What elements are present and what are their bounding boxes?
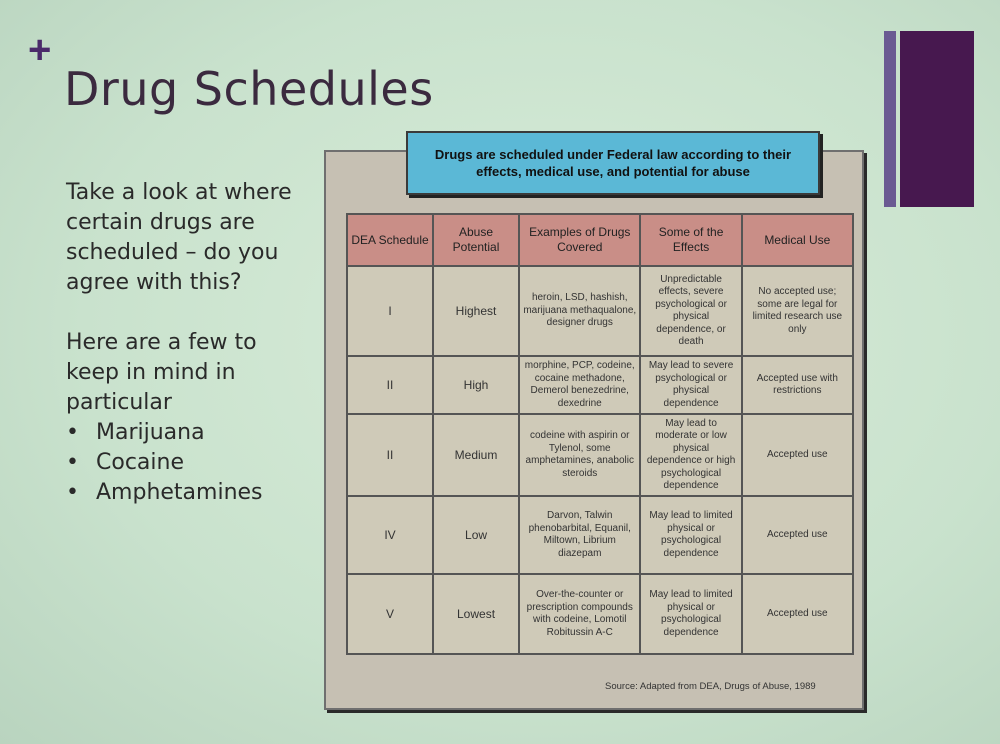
cell-medical: No accepted use; some are legal for limited research use only (742, 266, 853, 356)
cell-examples: heroin, LSD, hashish, marijuana methaqualone, designer drugs (519, 266, 640, 356)
cell-schedule: I (347, 266, 433, 356)
cell-examples: codeine with aspirin or Tylenol, some amphetamines, anabolic steroids (519, 414, 640, 496)
header-effects: Some of the Effects (640, 214, 741, 266)
accent-bar-thin (884, 31, 896, 207)
slide-title: Drug Schedules (64, 62, 434, 116)
cell-examples: morphine, PCP, codeine, cocaine methadone, Demerol benezedrine, dexedrine (519, 356, 640, 414)
bullet-item: • Marijuana (66, 418, 306, 448)
cell-schedule: V (347, 574, 433, 654)
figure-banner: Drugs are scheduled under Federal law according to their effects, medical use, and potential for abuse (406, 131, 820, 195)
cell-abuse: Low (433, 496, 519, 574)
cell-effects: May lead to moderate or low physical dependence or high psychological dependence (640, 414, 741, 496)
table-row (347, 414, 853, 496)
cell-examples: Darvon, Talwin phenobarbital, Equanil, Miltown, Librium diazepam (519, 496, 640, 574)
bullet-item: • Cocaine (66, 448, 306, 478)
cell-effects: Unpredictable effects, severe psychological or physical dependence, or death (640, 266, 741, 356)
cell-medical: Accepted use (742, 496, 853, 574)
table-row (347, 356, 853, 414)
header-medical: Medical Use (742, 214, 853, 266)
left-text-block (66, 178, 306, 508)
intro-text: Take a look at where certain drugs are scheduled – do you agree with this? (66, 180, 292, 295)
header-abuse: Abuse Potential (433, 214, 519, 266)
drug-schedule-table (346, 213, 854, 655)
table-row (347, 496, 853, 574)
cell-abuse: Lowest (433, 574, 519, 654)
cell-abuse: Medium (433, 414, 519, 496)
table-row (347, 574, 853, 654)
cell-medical: Accepted use (742, 414, 853, 496)
table-row (347, 266, 853, 356)
header-examples: Examples of Drugs Covered (519, 214, 640, 266)
plus-icon: + (28, 28, 52, 72)
cell-medical: Accepted use with restrictions (742, 356, 853, 414)
cell-abuse: High (433, 356, 519, 414)
cell-effects: May lead to limited physical or psychological dependence (640, 574, 741, 654)
header-schedule: DEA Schedule (347, 214, 433, 266)
cell-effects: May lead to limited physical or psychological dependence (640, 496, 741, 574)
table-header-row (347, 214, 853, 266)
cell-abuse: Highest (433, 266, 519, 356)
source-note: Source: Adapted from DEA, Drugs of Abuse, 1989 (605, 681, 816, 692)
bullet-list (66, 418, 306, 508)
cell-examples: Over-the-counter or prescription compounds with codeine, Lomotil Robitussin A-C (519, 574, 640, 654)
subintro-text: Here are a few to keep in mind in particular (66, 330, 257, 415)
cell-schedule: II (347, 414, 433, 496)
accent-bar-thick (900, 31, 974, 207)
cell-effects: May lead to severe psychological or physical dependence (640, 356, 741, 414)
cell-medical: Accepted use (742, 574, 853, 654)
bullet-item: • Amphetamines (66, 478, 306, 508)
cell-schedule: IV (347, 496, 433, 574)
cell-schedule: II (347, 356, 433, 414)
